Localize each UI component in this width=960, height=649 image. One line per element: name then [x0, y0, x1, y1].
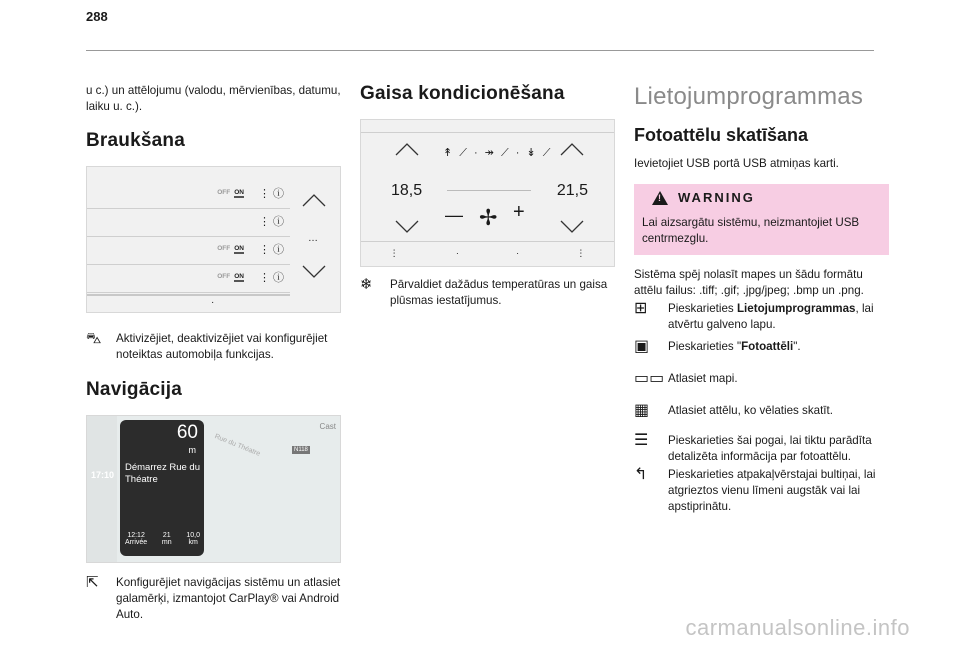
usb-intro: Ievietojiet USB portā USB atmiņas karti. [634, 157, 839, 170]
warning-header: ! WARNING [652, 190, 881, 205]
divider [361, 132, 614, 133]
nav-stats: 12:12 Arrivée 21 mn 10,0 km [125, 532, 200, 546]
photo-viewing-heading: Fotoattēlu skatīšana [634, 125, 809, 145]
climate-description: ❄ Pārvaldiet dažādus temperatūras un gaisa plūsmas iestatījumus. [360, 276, 608, 307]
fan-plus-icon[interactable]: + [513, 201, 525, 223]
info-details-icon: ☰ [634, 432, 649, 449]
nav-road-badge: N118 [294, 447, 308, 453]
climate-menu-dots[interactable]: ⋮ · · ⋮ [389, 248, 586, 258]
temp-left-up-icon[interactable] [395, 142, 419, 156]
top-divider [86, 50, 874, 51]
formats-text: Sistēma spēj nolasīt mapes un šādu formātu attēlu failus: .tiff; .gif; .jpg/jpeg; .bmp un .png. [634, 268, 864, 297]
more-dots-icon[interactable]: … [308, 233, 318, 244]
warning-text: Lai aizsargātu sistēmu, neizmantojiet USB centrmezglu. [642, 216, 860, 245]
info-icon[interactable]: ⋮ ⓘ [258, 188, 284, 200]
temp-right-up-icon[interactable] [560, 142, 584, 156]
toggle-switch[interactable]: OFF ON [217, 273, 244, 280]
navigation-heading: Navigācija [86, 379, 182, 400]
nav-clock: 17:10 [91, 470, 115, 480]
driving-row[interactable] [87, 209, 290, 237]
nav-distance: 60 [176, 422, 198, 443]
step-item: ▦ Atlasiet attēlu, ko vēlaties skatīt. [634, 402, 833, 419]
step-item: ☰ Pieskarieties šai pogai, lai tiktu parādīta detalizēta informācija par fotoattēlu. [634, 432, 872, 463]
driving-description: ⛍ Aktivizējiet, deaktivizējiet vai konfigurējiet noteiktas automobiļa funkcijas. [86, 330, 328, 361]
page-dot-icon: · [211, 297, 215, 308]
temp-right-down-icon[interactable] [560, 220, 584, 234]
warning-icon [652, 191, 668, 205]
climate-icon: ❄ [360, 276, 373, 293]
watermark: carmanualsonline.info [685, 615, 910, 640]
driving-heading: Braukšana [86, 130, 185, 151]
intro-text: u c.) un attēlojumu (valodu, mērvienības, datumu, laiku u. c.). [86, 84, 341, 113]
temp-left-down-icon[interactable] [395, 220, 419, 234]
fan-icon: ✢ [479, 205, 498, 230]
info-icon[interactable]: ⋮ ⓘ [258, 272, 284, 284]
step-item: ⊞ Pieskarieties Lietojumprogrammas, lai atvērtu galveno lapu. [634, 300, 874, 331]
car-icon: ⛍ [86, 330, 102, 347]
temperature-right: 21,5 [556, 182, 588, 199]
page-indicator-bar [87, 294, 290, 296]
divider [447, 190, 531, 191]
column-right [634, 83, 889, 515]
climate-screen [360, 119, 615, 267]
navigation-screen [86, 415, 341, 563]
step-item: ↰ Pieskarieties atpakaļvērstajai bultiņai, lai atgrieztos vienu līmeni augstāk vai lai apstiprinātu. [634, 466, 876, 513]
chevron-down-icon[interactable] [302, 265, 326, 279]
info-icon[interactable]: ⋮ ⓘ [258, 216, 284, 228]
page-number: 288 [86, 9, 108, 24]
applications-title: Lietojumprogrammas [634, 83, 864, 110]
nav-sidebar [87, 416, 117, 562]
warning-box [634, 184, 889, 255]
column-middle [360, 83, 615, 309]
driving-screen [86, 166, 341, 313]
back-arrow-icon: ↰ [634, 466, 648, 483]
nav-place-label: Cast [319, 422, 336, 431]
driving-row[interactable] [87, 181, 290, 209]
nav-road-label: Rue du Théatre [213, 433, 262, 458]
divider [361, 241, 614, 242]
apps-grid-icon: ⊞ [634, 300, 648, 317]
driving-row[interactable] [87, 237, 290, 265]
nav-street: Démarrez Rue du Théatre [125, 462, 200, 485]
toggle-switch[interactable]: OFF ON [217, 245, 244, 252]
climate-heading: Gaisa kondicionēšana [360, 83, 565, 104]
toggle-switch[interactable]: OFF ON [217, 189, 244, 196]
step-item: ▣ Pieskarieties "Fotoattēli". [634, 338, 801, 355]
chevron-up-icon[interactable] [302, 193, 326, 207]
image-grid-icon: ▦ [634, 402, 650, 419]
nav-guidance-panel [120, 420, 204, 556]
navigation-arrow-icon: ⇱ [86, 574, 99, 591]
fan-minus-icon[interactable]: — [445, 205, 463, 225]
column-left [86, 83, 341, 623]
air-distribution-icon[interactable]: ↟ ⟋ · ↠ ⟋ · ↡ ⟋ [443, 147, 553, 159]
navigation-description: ⇱ Konfigurējiet navigācijas sistēmu un atlasiet galamērķi, izmantojot CarPlay® vai Android Auto. [86, 574, 341, 621]
folders-icon: ▭▭ [634, 370, 665, 387]
info-icon[interactable]: ⋮ ⓘ [258, 244, 284, 256]
photo-icon: ▣ [634, 338, 650, 355]
temperature-left: 18,5 [391, 182, 423, 199]
driving-row[interactable] [87, 265, 290, 293]
step-item: ▭▭ Atlasiet mapi. [634, 370, 738, 387]
nav-unit: m [188, 445, 196, 455]
